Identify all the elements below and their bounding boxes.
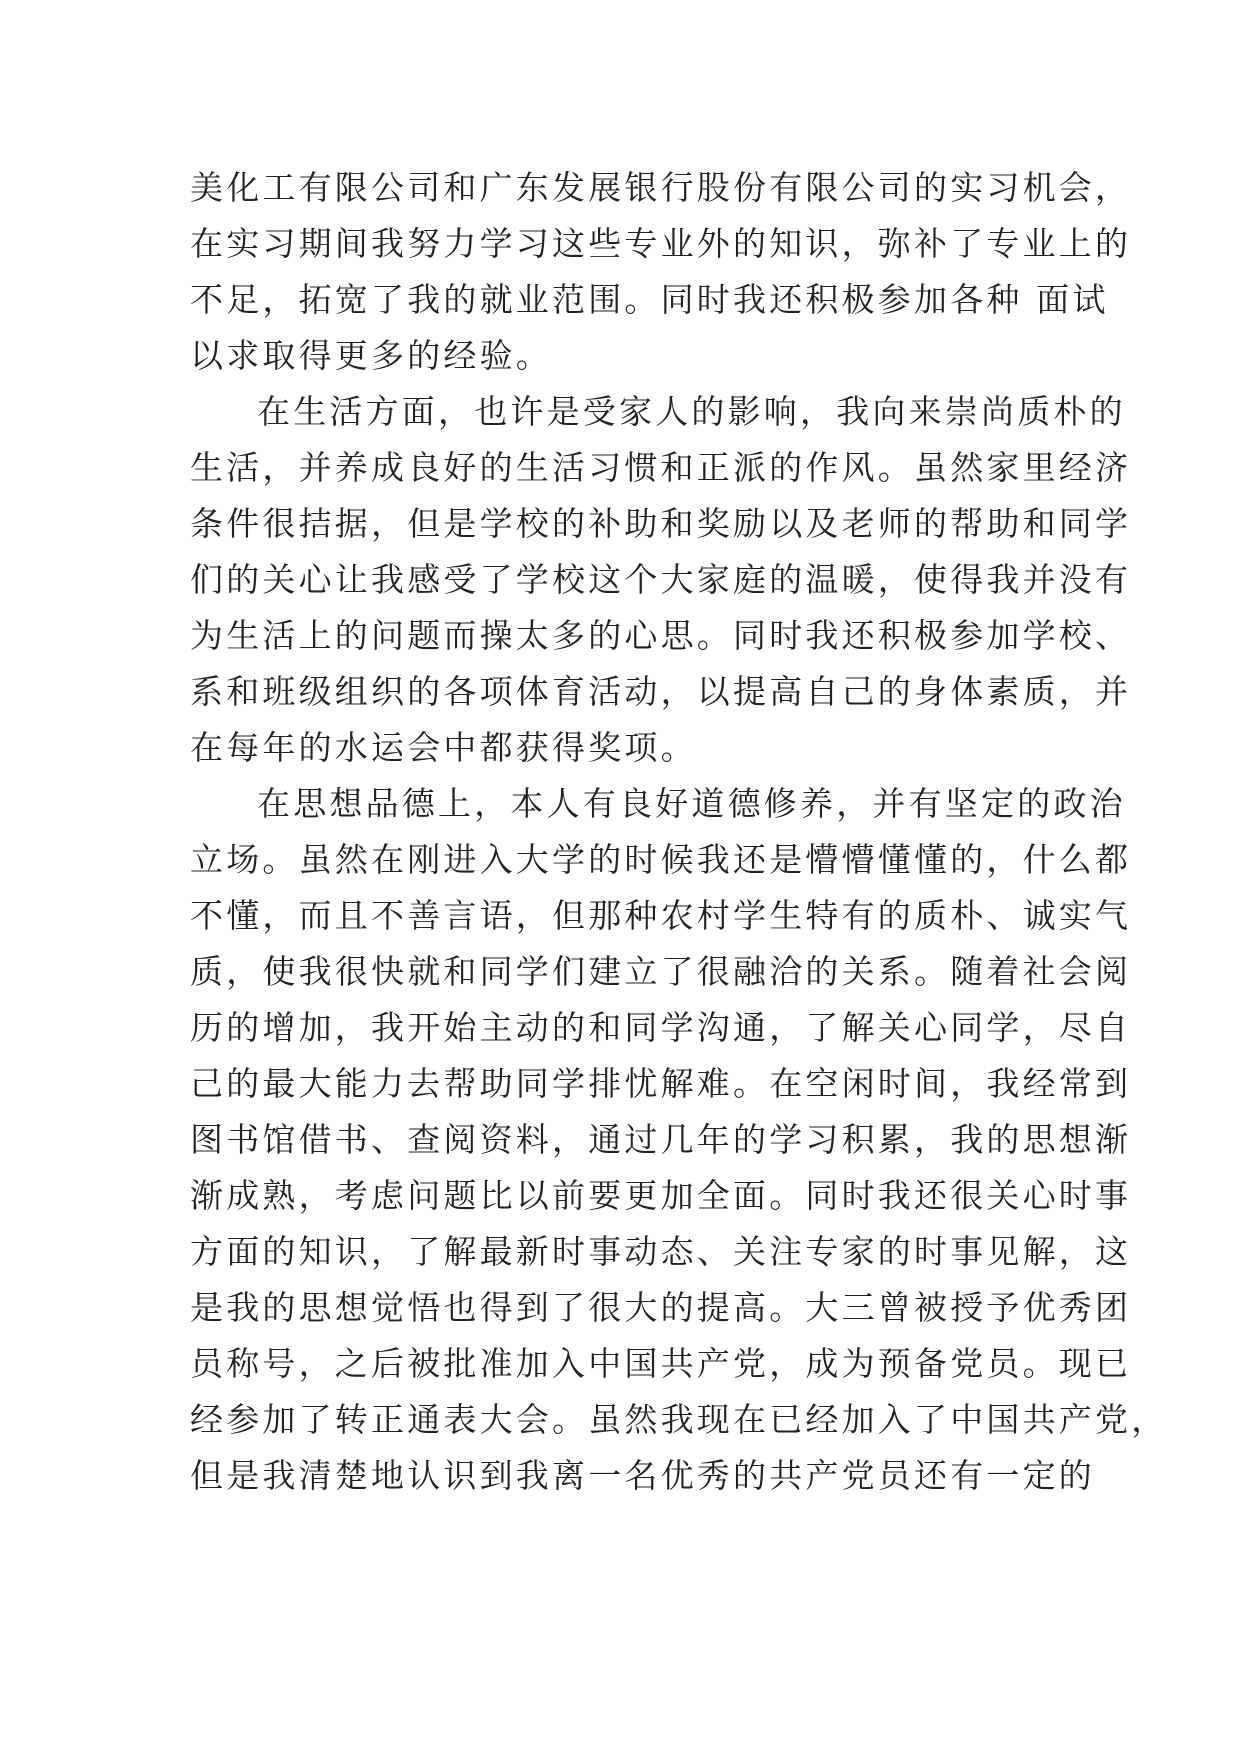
text-line: 不懂，而且不善言语，但那种农村学生特有的质朴、诚实气 (190, 896, 1132, 935)
text-line: 员称号，之后被批准加入中国共产党，成为预备党员。现已 (190, 1344, 1132, 1383)
text-line: 方面的知识，了解最新时事动态、关注专家的时事见解，这 (190, 1232, 1132, 1271)
text-line: 图书馆借书、查阅资料，通过几年的学习积累，我的思想渐 (190, 1120, 1132, 1159)
text-line: 在每年的水运会中都获得奖项。 (190, 728, 697, 767)
text-line: 生活，并养成良好的生活习惯和正派的作风。虽然家里经济 (190, 448, 1132, 487)
text-line: 渐成熟，考虑问题比以前要更加全面。同时我还很关心时事 (190, 1176, 1132, 1215)
text-line: 不足，拓宽了我的就业范围。同时我还积极参加各种 面试 (190, 280, 1109, 319)
text-line: 己的最大能力去帮助同学排忧解难。在空闲时间，我经常到 (190, 1064, 1132, 1103)
text-line: 系和班级组织的各项体育活动，以提高自己的身体素质，并 (190, 672, 1132, 711)
text-line: 质，使我很快就和同学们建立了很融洽的关系。随着社会阅 (190, 952, 1132, 991)
text-line: 经参加了转正通表大会。虽然我现在已经加入了中国共产党， (190, 1400, 1168, 1439)
text-line: 但是我清楚地认识到我离一名优秀的共产党员还有一定的 (190, 1456, 1095, 1495)
paragraph-first-line: 在思想品德上，本人有良好道德修养，并有坚定的政治 (257, 784, 1126, 823)
text-line: 以求取得更多的经验。 (190, 336, 552, 375)
text-line: 美化工有限公司和广东发展银行股份有限公司的实习机会， (190, 168, 1132, 207)
text-line: 是我的思想觉悟也得到了很大的提高。大三曾被授予优秀团 (190, 1288, 1132, 1327)
text-line: 为生活上的问题而操太多的心思。同时我还积极参加学校、 (190, 616, 1132, 655)
text-line: 们的关心让我感受了学校这个大家庭的温暖，使得我并没有 (190, 560, 1132, 599)
text-line: 历的增加，我开始主动的和同学沟通，了解关心同学，尽自 (190, 1008, 1132, 1047)
text-line: 条件很拮据，但是学校的补助和奖励以及老师的帮助和同学 (190, 504, 1132, 543)
text-line: 立场。虽然在刚进入大学的时候我还是懵懵懂懂的，什么都 (190, 840, 1132, 879)
paragraph-first-line: 在生活方面，也许是受家人的影响，我向来崇尚质朴的 (257, 392, 1126, 431)
text-line: 在实习期间我努力学习这些专业外的知识，弥补了专业上的 (190, 224, 1132, 263)
